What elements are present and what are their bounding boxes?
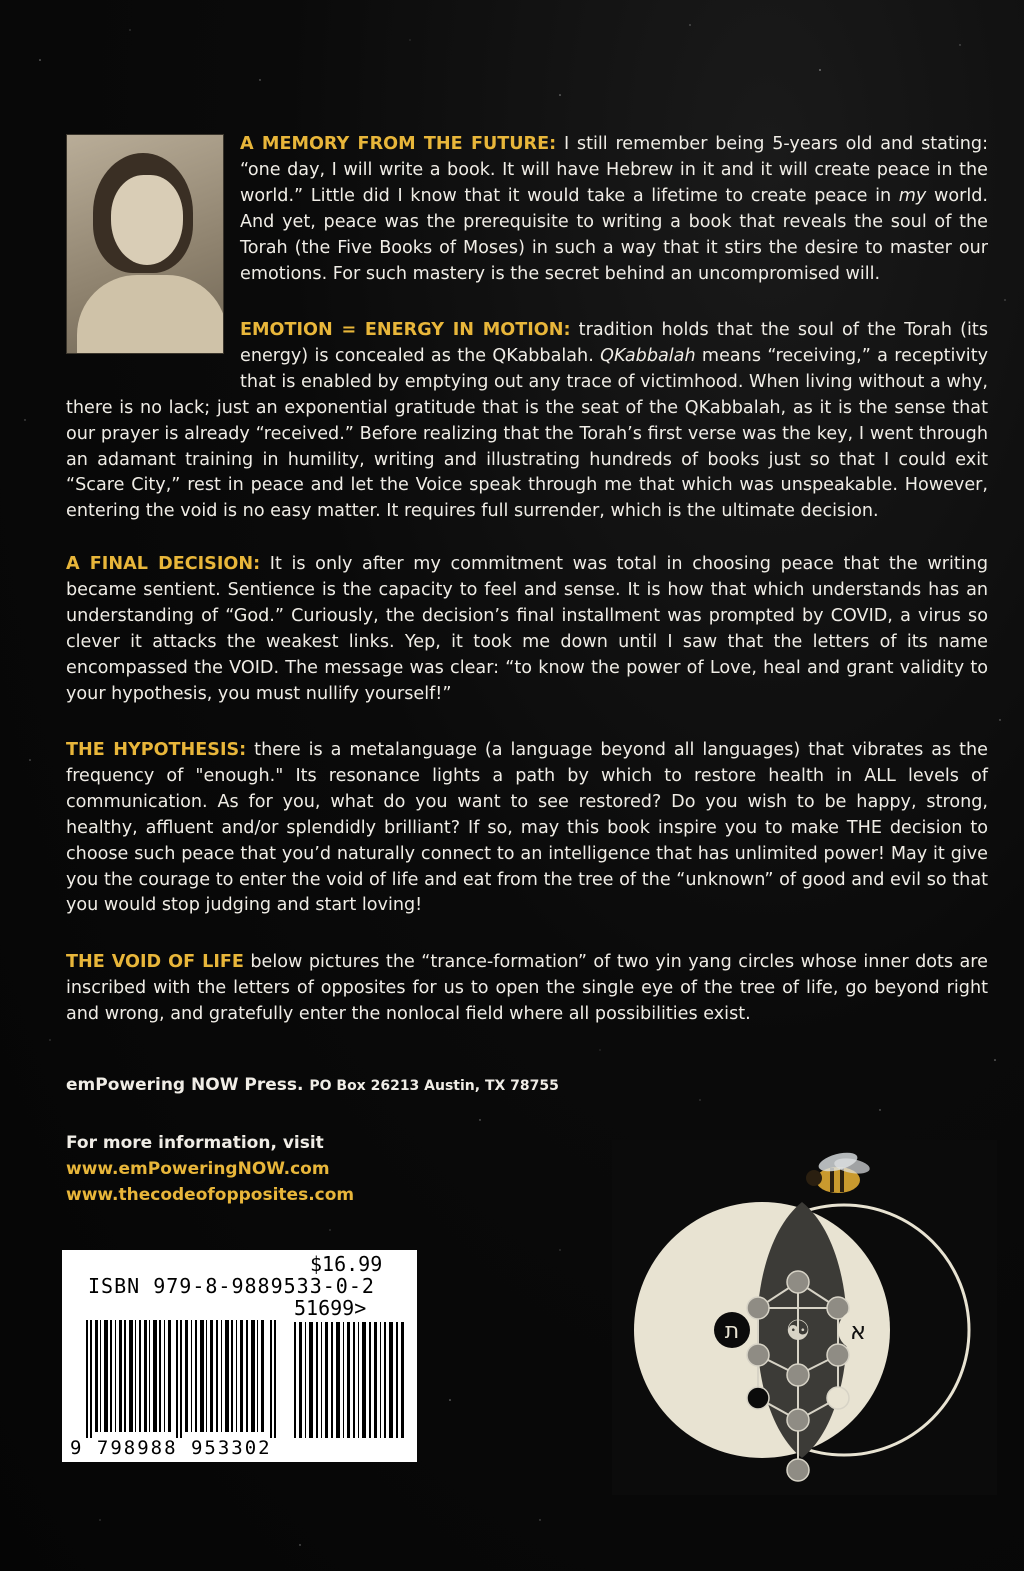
paragraph-decision	[66, 552, 988, 707]
paragraph-hypothesis	[66, 738, 988, 919]
heading-decision: A FINAL DECISION:	[66, 554, 261, 574]
barcode-digits: 9 798988 953302	[70, 1437, 272, 1459]
barcode-price-code: 51699>	[294, 1296, 367, 1320]
heading-void: THE VOID OF LIFE	[66, 952, 244, 972]
text-memory-1: I still remember being 5-years old and stating: “one day, I will write a book. It will have Hebrew in it and it will create peace in the world.” Little did I know that it would take a lifetime to create peace in	[240, 134, 988, 206]
publisher-address: PO Box 26213 Austin, TX 78755	[309, 1078, 559, 1094]
heading-hypothesis: THE HYPOTHESIS:	[66, 740, 247, 760]
website-link-codeofopposites[interactable]: www.thecodeofopposites.com	[66, 1185, 355, 1205]
text-emotion-1: tradition holds that the soul of the Torah (its energy) is concealed as the QKabbalah.	[240, 320, 988, 366]
paragraph-void	[66, 950, 988, 1028]
letter-aleph: א	[849, 1317, 867, 1345]
text-memory-2: world. And yet, peace was the prerequisite to writing a book that reveals the soul of the Torah (the Five Books of Moses) in such a way that it stirs the desire to master our emotions. For such mastery is the secret behind an uncompromised will.	[240, 185, 988, 284]
text-hypothesis: there is a metalanguage (a language beyond all languages) that vibrates as the frequency of "enough." Its resonance lights a path by which to restore health in ALL levels of communication. As for you, what do you want to see restored? Do you wish to be happy, strong, healthy, affluent and/or splendidly brilliant? If so, may this book inspire you to make THE decision to choose such peace that you’d naturally connect to an intelligence that has unlimited power! May it give you the courage to enter the void of life and eat from the tree of the “unknown” of good and evil so that you would stop judging and start loving!	[66, 740, 988, 916]
text-emotion-emphasis: QKabbalah	[600, 345, 696, 366]
heading-emotion: EMOTION = ENERGY IN MOTION:	[240, 320, 571, 340]
text-void: below pictures the “trance-formation” of two yin yang circles whose inner dots are inscribed with the letters of opposites for us to open the single eye of the tree of life, go beyond right and wrong, and gratefully enter the nonlocal field where all possibilities exist.	[66, 952, 988, 1024]
barcode-bars-main	[86, 1320, 278, 1438]
barcode-isbn: ISBN 979-8-9889533-0-2	[88, 1274, 375, 1298]
paragraph-memory	[240, 132, 988, 287]
heading-memory: A MEMORY FROM THE FUTURE:	[240, 134, 557, 154]
photo-wrap-spacer	[66, 318, 240, 370]
publisher-line	[66, 1075, 559, 1095]
paragraph-emotion	[66, 318, 988, 525]
barcode-price: $16.99	[310, 1252, 383, 1276]
isbn-barcode	[62, 1250, 417, 1462]
text-emotion-2: means “receiving,” a receptivity that is enabled by emptying out any trace of victimhood. When living without a why, there is no lack; just an exponential gratitude that is the seat of the QKabbalah, as it is the sense that our prayer is already “received.” Before realizing that the Torah’s first verse was the key, I went through an adamant training in humility, writing and illustrating hundreds of books just so that I could exit “Scare City,” rest in peace and let the Voice speak through me that which was unspeakable. However, entering the void is no easy matter. It requires full surrender, which is the ultimate decision.	[66, 345, 989, 522]
barcode-bars-addon	[294, 1322, 406, 1438]
void-of-life-artwork	[612, 1140, 997, 1495]
info-intro: For more information, visit	[66, 1133, 324, 1153]
text-memory-emphasis: my	[898, 185, 927, 206]
publisher-name: emPowering NOW Press.	[66, 1075, 304, 1095]
letter-tav: ת	[724, 1319, 740, 1344]
info-block	[66, 1130, 354, 1208]
text-decision: It is only after my commitment was total in choosing peace that the writing became sentient. Sentience is the capacity to feel and sense. It is how that which understands has an understanding of “God.” Curiously, the decision’s final installment was prompted by COVID, a virus so clever it attacks the weakest links. Yep, it took me down until I saw that the letters of its name encompassed the VOID. The message was clear: “to know the power of Love, heal and grant validity to your hypothesis, you must nullify yourself!”	[66, 554, 988, 704]
website-link-empowering[interactable]: www.emPoweringNOW.com	[66, 1159, 330, 1179]
yin-yang-symbol: ☯	[785, 1314, 811, 1347]
